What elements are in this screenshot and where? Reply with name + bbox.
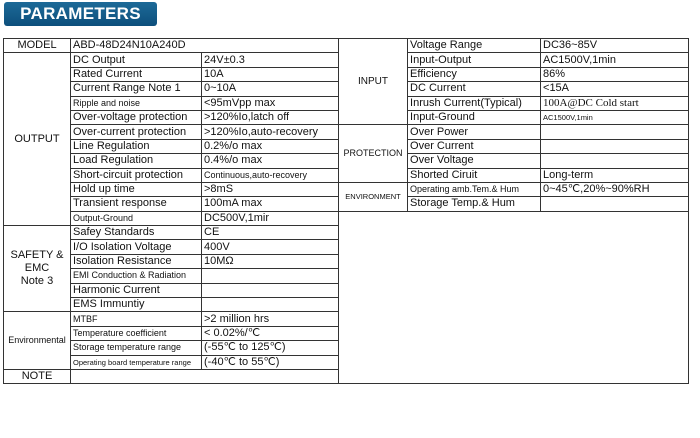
environmental-param-name: MTBF: [71, 312, 202, 326]
output-param-name: Rated Current: [71, 67, 202, 81]
input-param-name: Inrush Current(Typical): [408, 96, 541, 110]
output-param-name: Load Regulation: [71, 154, 202, 168]
table-row: [4, 39, 689, 53]
output-param-name: Output-Ground: [71, 211, 202, 225]
input-param-name: Voltage Range: [408, 39, 541, 53]
safety-param-value: 400V: [202, 240, 339, 254]
output-param-value: DC500V,1mir: [202, 211, 339, 225]
environmental-section-label: Environmental: [4, 312, 71, 370]
table-row: [4, 182, 689, 196]
input-param-name: DC Current: [408, 82, 541, 96]
output-param-value: 0~10A: [202, 82, 339, 96]
output-param-name: DC Output: [71, 53, 202, 67]
note-value: [71, 369, 339, 383]
model-value: ABD-48D24N10A240D: [71, 39, 339, 53]
environment-param-name: Storage Temp.& Hum: [408, 197, 541, 211]
note-label: NOTE: [4, 369, 71, 383]
safety-param-name: Harmonic Current: [71, 283, 202, 297]
model-label: MODEL: [4, 39, 71, 53]
input-param-name: Input-Ground: [408, 110, 541, 124]
input-param-value: DC36~85V: [541, 39, 689, 53]
output-param-name: Line Regulation: [71, 139, 202, 153]
input-param-name: Efficiency: [408, 67, 541, 81]
environment-param-name: Operating amb.Tem.& Hum: [408, 182, 541, 196]
input-param-name: Input-Output: [408, 53, 541, 67]
output-param-value: <95mVpp max: [202, 96, 339, 110]
output-param-value: 0.4%/o max: [202, 154, 339, 168]
table-row: [4, 125, 689, 139]
output-param-value: >120%Io,latch off: [202, 110, 339, 124]
safety-section-label: SAFETY & EMC Note 3: [4, 226, 71, 312]
protection-param-value: [541, 125, 689, 139]
input-param-value: 86%: [541, 67, 689, 81]
blank-area: [339, 211, 689, 384]
environmental-param-value: (-55℃ to 125℃): [202, 341, 339, 355]
safety-param-value: [202, 298, 339, 312]
input-param-value: 100A@DC Cold start: [541, 96, 689, 110]
environmental-param-value: >2 million hrs: [202, 312, 339, 326]
output-param-value: 10A: [202, 67, 339, 81]
environmental-param-name: Storage temperature range: [71, 341, 202, 355]
output-param-name: Over-voltage protection: [71, 110, 202, 124]
input-param-value: AC1500V,1min: [541, 110, 689, 124]
environment-param-value: 0~45℃,20%~90%RH: [541, 182, 689, 196]
output-section-label: OUTPUT: [4, 53, 71, 226]
table-row: [4, 211, 689, 225]
safety-param-value: CE: [202, 226, 339, 240]
environmental-param-value: (-40℃ to 55℃): [202, 355, 339, 369]
protection-param-name: Over Current: [408, 139, 541, 153]
safety-param-name: EMI Conduction & Radiation: [71, 269, 202, 283]
output-param-value: 0.2%/o max: [202, 139, 339, 153]
safety-param-value: [202, 269, 339, 283]
safety-param-value: 10MΩ: [202, 254, 339, 268]
protection-param-name: Over Voltage: [408, 154, 541, 168]
output-param-name: Ripple and noise: [71, 96, 202, 110]
output-param-name: Short-circuit protection: [71, 168, 202, 182]
safety-param-name: Isolation Resistance: [71, 254, 202, 268]
output-param-name: Over-current protection: [71, 125, 202, 139]
environment-section-label: ENVIRONMENT: [339, 182, 408, 211]
parameters-banner: [4, 2, 157, 26]
output-param-name: Hold up time: [71, 182, 202, 196]
protection-param-value: [541, 154, 689, 168]
output-param-value: Continuous,auto-recovery: [202, 168, 339, 182]
safety-param-value: [202, 283, 339, 297]
output-param-value: 24V±0.3: [202, 53, 339, 67]
safety-param-name: Safey Standards: [71, 226, 202, 240]
environment-param-value: [541, 197, 689, 211]
protection-section-label: PROTECTION: [339, 125, 408, 183]
output-param-name: Current Range Note 1: [71, 82, 202, 96]
page-title: PARAMETERS: [20, 4, 141, 23]
environmental-param-name: Temperature coefficient: [71, 326, 202, 340]
protection-param-name: Shorted Ciruit: [408, 168, 541, 182]
parameters-table: [3, 38, 689, 384]
output-param-value: >120%Io,auto-recovery: [202, 125, 339, 139]
input-param-value: <15A: [541, 82, 689, 96]
output-param-value: 100mA max: [202, 197, 339, 211]
environmental-param-value: < 0.02%/℃: [202, 326, 339, 340]
input-param-value: AC1500V,1min: [541, 53, 689, 67]
safety-param-name: I/O Isolation Voltage: [71, 240, 202, 254]
environmental-param-name: Operating board temperature range: [71, 355, 202, 369]
output-param-name: Transient response: [71, 197, 202, 211]
protection-param-name: Over Power: [408, 125, 541, 139]
protection-param-value: [541, 139, 689, 153]
protection-param-value: Long-term: [541, 168, 689, 182]
safety-param-name: EMS Immuntiy: [71, 298, 202, 312]
input-section-label: INPUT: [339, 39, 408, 125]
output-param-value: >8mS: [202, 182, 339, 196]
